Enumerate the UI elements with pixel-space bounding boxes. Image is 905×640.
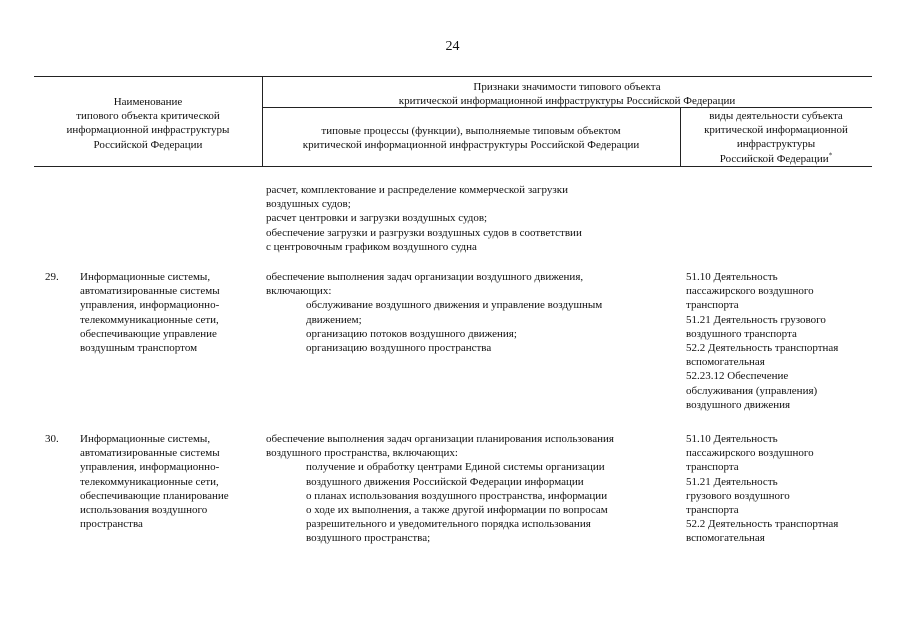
activity-line: 51.21 Деятельность <box>686 475 778 488</box>
activity-line: 52.2 Деятельность транспортная <box>686 518 839 531</box>
continuation-line: обеспечение загрузки и разгрузки воздушных судов в соответствии <box>266 226 582 239</box>
activity-line: пассажирского воздушного <box>686 447 814 460</box>
process-line: воздушного пространства, включающих: <box>266 447 458 460</box>
name-line: Информационные системы, <box>80 433 211 445</box>
continuation-line: с центровочным графиком воздушного судна <box>266 240 477 253</box>
name-line: автоматизированные системы <box>80 285 220 298</box>
header-name-line: информационной инфраструктуры <box>66 124 230 137</box>
header-bottom-border <box>34 166 872 167</box>
activity-line: воздушного транспорта <box>686 327 797 340</box>
process-item: о планах использования воздушного пространства, информации <box>306 489 608 502</box>
activity-line: 52.2 Деятельность транспортная <box>686 342 839 355</box>
name-line: автоматизированные системы <box>80 447 220 460</box>
header-process-column <box>262 124 680 152</box>
name-line: телекоммуникационные сети, <box>80 475 219 488</box>
activity-line: пассажирского воздушного <box>686 285 814 298</box>
header-activity-line: критической информационной <box>704 124 848 137</box>
activity-line: обслуживания (управления) <box>686 384 818 397</box>
activity-line: транспорта <box>686 299 739 312</box>
process-item: воздушного движения Российской Федерации информации <box>306 475 584 488</box>
process-item: разрешительного и уведомительного порядка использования <box>306 518 591 531</box>
header-group-line: критической информационной инфраструктуры Российской Федерации <box>398 95 736 108</box>
activity-line: 51.10 Деятельность <box>686 433 778 445</box>
name-line: управления, информационно- <box>80 299 220 312</box>
process-line: обеспечение выполнения задач организации планирования использования <box>266 433 614 445</box>
name-line: пространства <box>80 518 143 531</box>
activity-line: 52.23.12 Обеспечение <box>686 370 789 383</box>
name-line: использования воздушного <box>80 504 208 517</box>
activity-line: 51.10 Деятельность <box>686 271 778 283</box>
page-number: 24 <box>445 39 460 54</box>
process-item: организацию потоков воздушного движения; <box>306 327 517 340</box>
row-object-name <box>80 432 262 531</box>
activity-line: вспомогательная <box>686 356 765 369</box>
header-group-title <box>262 80 872 108</box>
name-line: обеспечивающие управление <box>80 327 217 340</box>
process-item: обслуживание воздушного движения и управление воздушным <box>306 299 603 312</box>
process-line: включающих: <box>266 285 332 298</box>
process-line: обеспечение выполнения задач организации воздушного движения, <box>266 271 584 283</box>
header-group-line: Признаки значимости типового объекта <box>473 81 661 93</box>
activity-line: воздушного движения <box>686 398 791 411</box>
row-activities <box>686 270 872 412</box>
row-activities <box>686 432 872 546</box>
footnote-marker: * <box>828 150 833 159</box>
name-line: Информационные системы, <box>80 271 211 283</box>
header-name-line: Наименование <box>113 96 183 108</box>
row-processes <box>266 270 676 355</box>
process-item: получение и обработку центрами Единой системы организации <box>306 461 605 474</box>
header-activity-line: виды деятельности субъекта <box>709 110 843 122</box>
continuation-line: воздушных судов; <box>266 198 351 211</box>
activity-line: грузового воздушного <box>686 489 790 502</box>
name-line: телекоммуникационные сети, <box>80 313 219 326</box>
name-line: воздушным транспортом <box>80 342 198 355</box>
process-item: организацию воздушного пространства <box>306 342 492 355</box>
header-activity-line: Российской Федерации* <box>719 150 833 165</box>
header-process-line: критической информационной инфраструктуры Российской Федерации <box>302 139 640 152</box>
process-item: движением; <box>306 313 362 326</box>
process-item: о ходе их выполнения, а также другой информации по вопросам <box>306 504 608 517</box>
header-activity-column <box>680 109 872 166</box>
header-name-line: типового объекта критической <box>76 110 220 123</box>
activity-line: вспомогательная <box>686 532 765 545</box>
header-process-line: типовые процессы (функции), выполняемые типовым объектом <box>321 125 621 137</box>
continuation-line: расчет, комплектование и распределение коммерческой загрузки <box>266 184 568 196</box>
name-line: управления, информационно- <box>80 461 220 474</box>
table-top-border <box>34 76 872 77</box>
header-name-line: Российской Федерации <box>93 138 203 151</box>
row-object-name <box>80 270 262 355</box>
activity-line: транспорта <box>686 504 739 517</box>
row-number: 29. <box>45 271 59 283</box>
activity-line: 51.21 Деятельность грузового <box>686 313 826 326</box>
header-name-column <box>34 95 262 152</box>
activity-line: транспорта <box>686 461 739 474</box>
row-processes <box>266 432 676 546</box>
continuation-line: расчет центровки и загрузки воздушных судов; <box>266 212 488 225</box>
process-item: воздушного пространства; <box>306 532 431 545</box>
header-activity-line: инфраструктуры <box>736 138 816 151</box>
continuation-block <box>266 183 676 254</box>
name-line: обеспечивающие планирование <box>80 489 229 502</box>
row-number: 30. <box>45 433 59 445</box>
